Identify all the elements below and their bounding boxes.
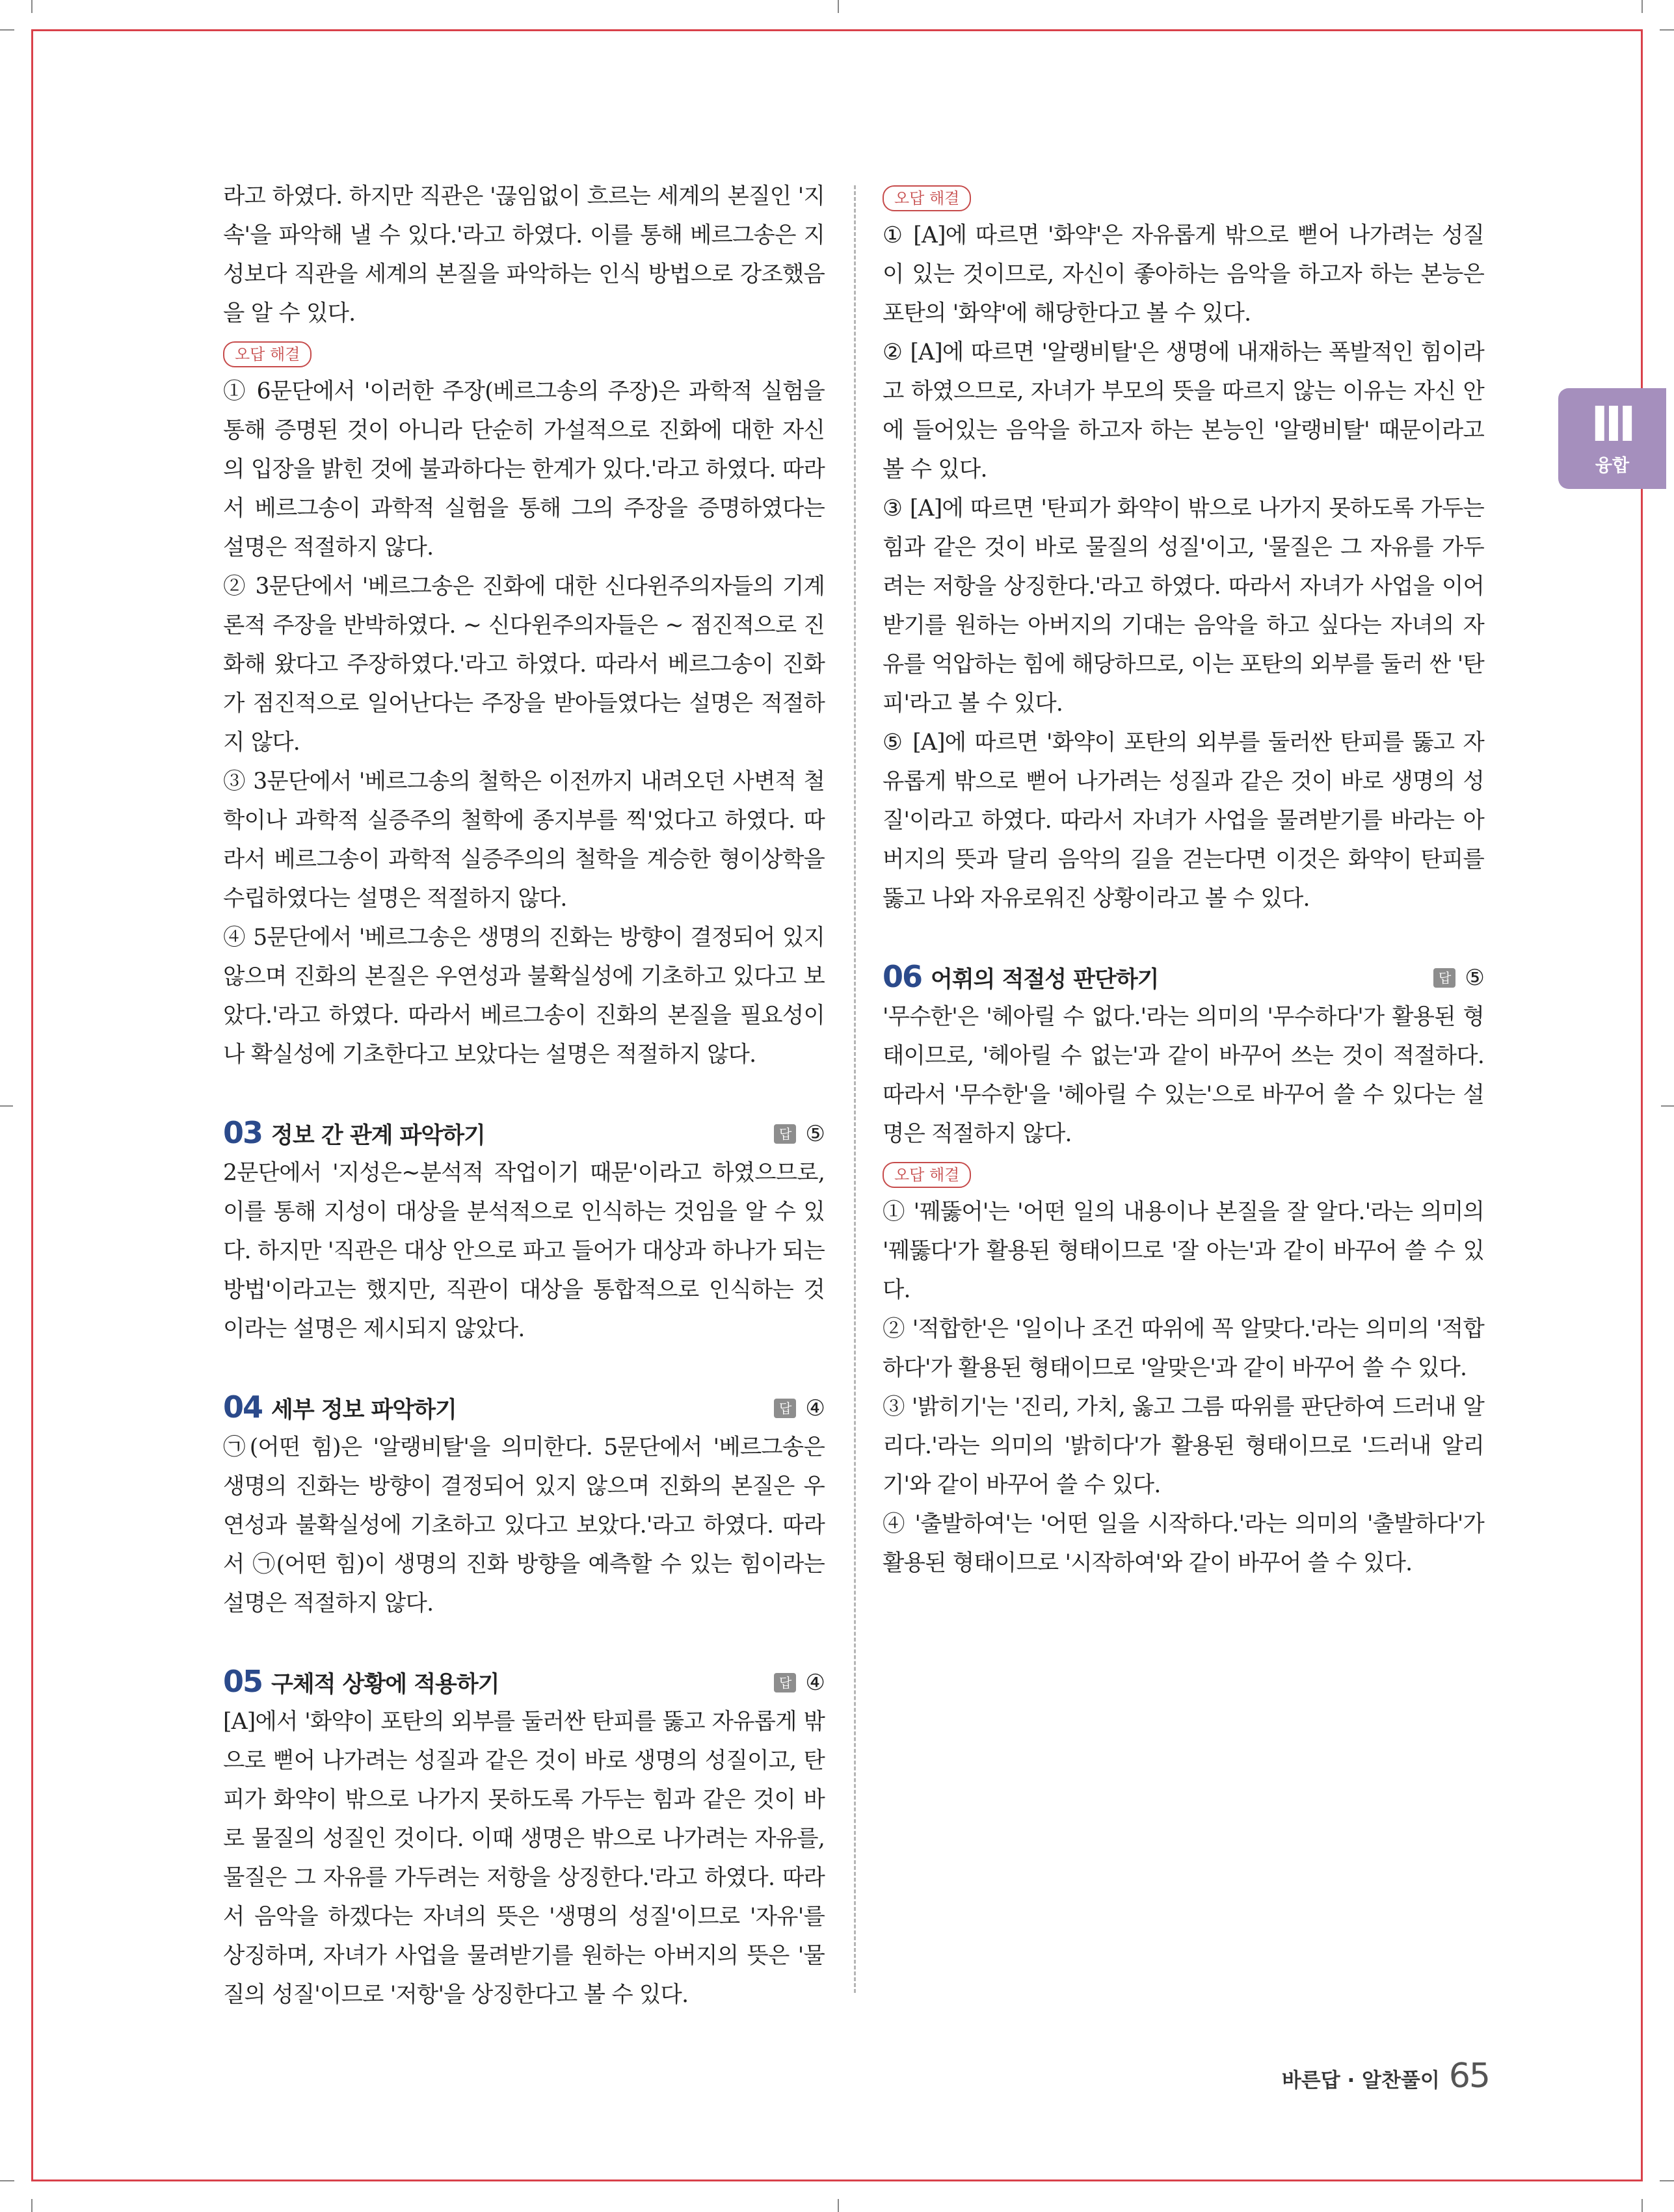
wrong-answer-tag: 오답 해결 [883, 185, 971, 211]
explanation-item: ① [A]에 따르면 '화약'은 자유롭게 밖으로 뻗어 나가려는 성질이 있는 것이므로, 자신이 좋아하는 음악을 하고자 하는 본능은 포탄의 '화약'에 해당한다고 볼 수 있다. [883, 222, 1484, 326]
answer-indicator [774, 1114, 825, 1153]
crop-mark [0, 1105, 13, 1107]
crop-mark [1660, 29, 1674, 31]
explanation-item: ③ '밝히기'는 '진리, 가치, 옳고 그름 따위를 판단하여 드러내 알리다.'라는 의미의 '밝히다'가 활용된 형태이므로 '드러내 알리기'와 같이 바꾸어 쓸 수 있다. [883, 1394, 1484, 1498]
answer-icon: 답 [774, 1399, 796, 1418]
intro-paragraph: 라고 하였다. 하지만 직관은 '끊임없이 흐르는 세계의 본질인 '지속'을 파악해 낼 수 있다.'라고 하였다. 이를 통해 베르그송은 지성보다 직관을 세계의 본질을 파악하는 인식 방법으로 강조했음을 알 수 있다. [223, 183, 825, 326]
question-number: 03 [223, 1114, 263, 1150]
answer-value: ④ [805, 1670, 825, 1696]
explanation-item: ④ '출발하여'는 '어떤 일을 시작하다.'라는 의미의 '출발하다'가 활용된 형태이므로 '시작하여'와 같이 바꾸어 쓸 수 있다. [883, 1511, 1484, 1576]
wrong-answer-tag: 오답 해결 [883, 1162, 971, 1188]
crop-mark [31, 0, 33, 13]
crop-mark [31, 2199, 33, 2212]
crop-mark [1641, 2199, 1643, 2212]
question-number: 05 [223, 1663, 263, 1699]
question-heading-03 [223, 1114, 825, 1153]
right-column [883, 177, 1484, 1583]
explanation-item: ⑤ [A]에 따르면 '화약이 포탄의 외부를 둘러싼 탄피를 뚫고 자유롭게 밖으로 뻗어 나가려는 성질과 같은 것이 바로 생명의 성질'이라고 하였다. 따라서 자녀가 사업을 물려받기를 바라는 아버지의 뜻과 달리 음악의 길을 걷는다면 이것은 화약이 탄피를 뚫고 나와 자유로워진 상황이라고 볼 수 있다. [883, 730, 1484, 912]
wrong-answer-tag: 오답 해결 [223, 341, 312, 367]
explanation-item: ① '꿰뚫어'는 '어떤 일의 내용이나 본질을 잘 알다.'라는 의미의 '꿰뚫다'가 활용된 형태이므로 '잘 아는'과 같이 바꾸어 쓸 수 있다. [883, 1199, 1484, 1303]
left-column [223, 177, 825, 2014]
crop-mark [838, 0, 839, 13]
page-footer [1282, 2057, 1489, 2096]
question-heading-04 [223, 1389, 825, 1428]
chapter-numeral: Ⅲ [1591, 397, 1634, 453]
explanation-item: ④ 5문단에서 '베르그송은 생명의 진화는 방향이 결정되어 있지 않으며 진화의 본질은 우연성과 불확실성에 기초하고 있다고 보았다.'라고 하였다. 따라서 베르그송이 진화의 본질을 필요성이나 확실성에 기초한다고 보았다는 설명은 적절하지 않다. [223, 925, 825, 1068]
answer-indicator [774, 1389, 825, 1428]
question-body: 2문단에서 '지성은~분석적 작업이기 때문'이라고 하였으므로, 이를 통해 지성이 대상을 분석적으로 인식하는 것임을 알 수 있다. 하지만 '직관은 대상 안으로 파고 들어가 대상과 하나가 되는 방법'이라고는 했지만, 직관이 대상을 통합적으로 인식하는 것이라는 설명은 제시되지 않았다. [223, 1160, 825, 1342]
explanation-item: ③ 3문단에서 '베르그송의 철학은 이전까지 내려오던 사변적 철학이나 과학적 실증주의 철학에 종지부를 찍'었다고 하였다. 따라서 베르그송이 과학적 실증주의의 철학을 계승한 형이상학을 수립하였다는 설명은 적절하지 않다. [223, 769, 825, 912]
question-title: 세부 정보 파악하기 [271, 1397, 457, 1423]
question-body: [A]에서 '화약이 포탄의 외부를 둘러싼 탄피를 뚫고 자유롭게 밖으로 뻗어 나가려는 성질과 같은 것이 바로 생명의 성질이고, 탄피가 화약이 밖으로 나가지 못하도록 가두는 힘과 같은 것이 바로 물질의 성질인 것이다. 이때 생명은 밖으로 나가려는 자유를, 물질은 그 자유를 가두려는 저항을 상징한다.'라고 하였다. 따라서 음악을 하겠다는 자녀의 뜻은 '생명의 성질'이므로 '자유'를 상징하며, 자녀가 사업을 물려받기를 원하는 아버지의 뜻은 '물질의 성질'이므로 '저항'을 상징한다고 볼 수 있다. [223, 1709, 825, 2008]
answer-value: ⑤ [805, 1121, 825, 1147]
question-number: 04 [223, 1389, 263, 1425]
explanation-item: ② '적합한'은 '일이나 조건 따위에 꼭 알맞다.'라는 의미의 '적합하다'가 활용된 형태이므로 '알맞은'과 같이 바꾸어 쓸 수 있다. [883, 1316, 1484, 1381]
crop-mark [0, 29, 14, 31]
column-divider [854, 185, 856, 1993]
question-number: 06 [883, 958, 922, 994]
answer-icon: 답 [1433, 968, 1455, 988]
footer-title: 바른답 · 알찬풀이 [1281, 2069, 1440, 2092]
question-title: 어휘의 적절성 판단하기 [931, 966, 1159, 993]
answer-value: ⑤ [1465, 965, 1484, 991]
crop-mark [1661, 1105, 1674, 1107]
crop-mark [838, 2199, 839, 2212]
explanation-item: ② [A]에 따르면 '알랭비탈'은 생명에 내재하는 폭발적인 힘이라고 하였으므로, 자녀가 부모의 뜻을 따르지 않는 이유는 자신 안에 들어있는 음악을 하고자 하는 본능인 '알랭비탈' 때문이라고 볼 수 있다. [883, 339, 1484, 482]
answer-icon: 답 [774, 1124, 796, 1144]
answer-icon: 답 [774, 1673, 796, 1692]
crop-mark [1641, 0, 1643, 13]
chapter-label: 융합 [1595, 456, 1630, 476]
question-title: 정보 간 관계 파악하기 [271, 1122, 485, 1149]
question-heading-06 [883, 958, 1484, 997]
page-number: 65 [1448, 2057, 1489, 2096]
question-body: '무수한'은 '헤아릴 수 없다.'라는 의미의 '무수하다'가 활용된 형태이므로, '헤아릴 수 없는'과 같이 바꾸어 쓰는 것이 적절하다. 따라서 '무수한'을 '헤아릴 수 있는'으로 바꾸어 쓸 수 있다는 설명은 적절하지 않다. [883, 1004, 1484, 1147]
answer-value: ④ [805, 1395, 825, 1421]
question-heading-05 [223, 1663, 825, 1702]
explanation-item: ③ [A]에 따르면 '탄피가 화약이 밖으로 나가지 못하도록 가두는 힘과 같은 것이 바로 물질의 성질'이고, '물질은 그 자유를 가두려는 저항을 상징한다.'라고 하였다. 따라서 자녀가 사업을 이어받기를 원하는 아버지의 기대는 음악을 하고 싶다는 자녀의 자유를 억압하는 힘에 해당하므로, 이는 포탄의 외부를 둘러 싼 '탄피'라고 볼 수 있다. [883, 495, 1484, 717]
explanation-item: ① 6문단에서 '이러한 주장(베르그송의 주장)은 과학적 실험을 통해 증명된 것이 아니라 단순히 가설적으로 진화에 대한 자신의 입장을 밝힌 것에 불과하다는 한계가 있다.'라고 하였다. 따라서 베르그송이 과학적 실험을 통해 그의 주장을 증명하였다는 설명은 적절하지 않다. [223, 378, 825, 560]
answer-indicator [1433, 958, 1484, 997]
crop-mark [1660, 2180, 1674, 2181]
chapter-tab [1558, 388, 1666, 489]
explanation-item: ② 3문단에서 '베르그송은 진화에 대한 신다윈주의자들의 기계론적 주장을 반박하였다. ~ 신다윈주의자들은 ~ 점진적으로 진화해 왔다고 주장하였다.'라고 하였다. 따라서 베르그송이 진화가 점진적으로 일어난다는 주장을 받아들였다는 설명은 적절하지 않다. [223, 573, 825, 756]
crop-mark [0, 2180, 14, 2181]
question-body: ㉠(어떤 힘)은 '알랭비탈'을 의미한다. 5문단에서 '베르그송은 생명의 진화는 방향이 결정되어 있지 않으며 진화의 본질은 우연성과 불확실성에 기초하고 있다고 보았다.'라고 하였다. 따라서 ㉠(어떤 힘)이 생명의 진화 방향을 예측할 수 있는 힘이라는 설명은 적절하지 않다. [223, 1434, 825, 1616]
question-title: 구체적 상황에 적용하기 [271, 1671, 499, 1698]
answer-indicator [774, 1663, 825, 1702]
